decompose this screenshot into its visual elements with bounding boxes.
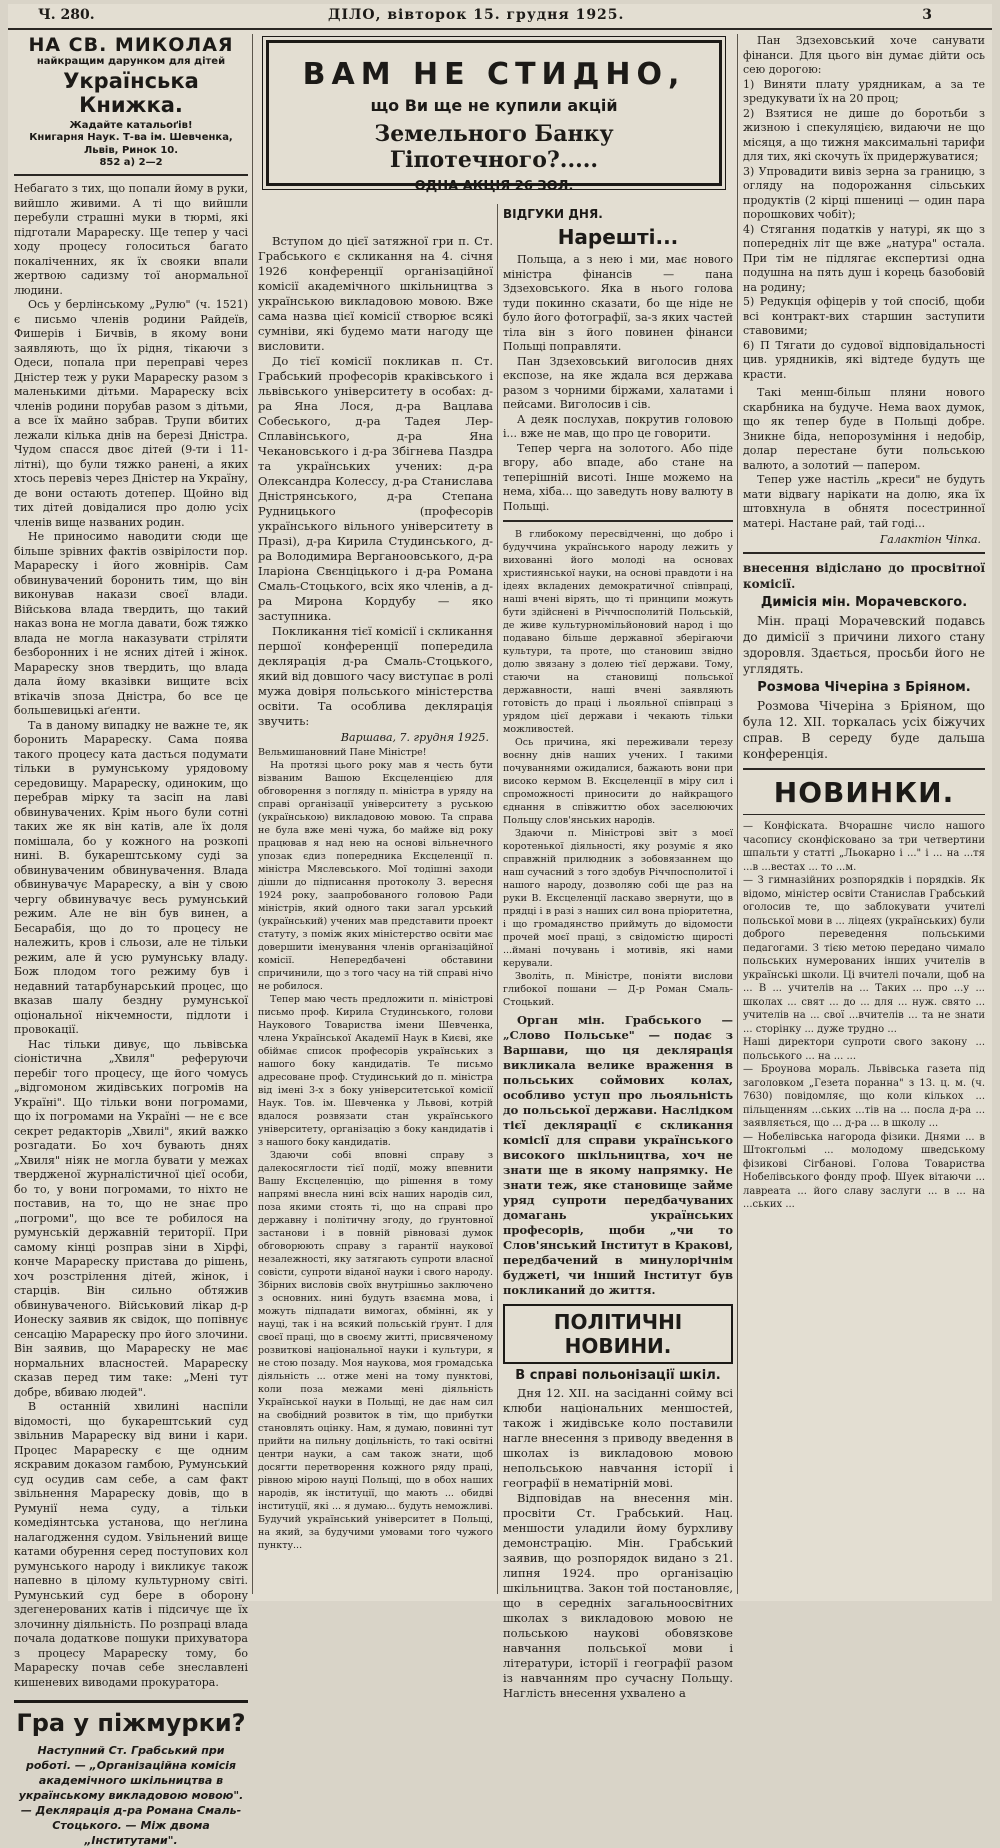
letter-salutation: Вельмишановний Пане Міністре!: [258, 747, 427, 758]
masthead: [8, 4, 992, 30]
letter-signature: Зволіть, п. Міністре, поніяти вислови глибокої пошани — Д-р Роман Смаль-Стоцький.: [503, 971, 733, 1008]
political-news-title: ПОЛІТИЧНІ НОВИНИ.: [503, 1304, 733, 1364]
article-paragraph: Мін. праці Морачевский подавсь до димісії з причини лихого стану здоровля. Здається, просьби його не углядять.: [743, 614, 985, 676]
newspaper-page: [8, 4, 992, 1847]
article-paragraph: Нас тільки дивує, що львівська сіоністична „Хвиля" реферуючи перебіг того процесу, ще його чомусь „відгомоном жидівських погромів на Україні". Що тільки вони погромами, що іх погромами на Україні — не є все секрет редакторів „Хвилі", який важко розгадати. Бо хоч бувають днях „Хвиля" ніяк не могла бувати у межах твердженої журналістичної цієї особи, бо то, у вони погромами, то ніхто не поставив, на то, що не знає про „погроми", що все те робилося на румунській державній території. При самому кінці розправ зіни в Хірфі, конче Марареску пристава до рішень, хоч розстрілення дітей, жінок, і старців. Він сильно обтяжив обвинуваченого. Військовий лікар д-р Ионеску заявив як свідок, що попівнує сенсацію Марареску про його злочини. Він заявив, що Марареску не має нормальних власностей. Марареску сказав перед тим таке: „Мені тут добре, вбиваю людей".: [14, 1037, 248, 1399]
article-paragraph: Польща, а з нею і ми, має нового міністра фінансів — пана Здзеховського. Яка в нього голова туди покинно сказати, бо ще ніде не було його фотографії, за-з яких частей тіла він з його повинен фінанси Польщі поправляти.: [503, 253, 733, 353]
section-title: ВІДГУКИ ДНЯ.: [503, 207, 603, 221]
column-rule: [737, 34, 738, 1594]
book-ad-address: Книгарня Наук. Т-ва ім. Шевченка, Львів, Ринок 10.: [29, 132, 233, 156]
article-paragraph: Відповідав на внесення мін. просвіти Ст. Грабський. Нац. меншости уладили йому бурхливу демонстрацію. Мін. Грабський заявив, що розпорядок видано з 21. липня 1924. про організацію шкільництва. Закон той постановляє, що в середніх загальноосвітних школах з викладовою мовою не польською наукові обовязкове навчання польської мови і літератури, історії і географії разом із навчанням про сучасну Польщу. Наглість внесення ухвалено а: [503, 1491, 733, 1700]
issue-number: Ч. 280.: [38, 7, 95, 23]
dateline: Варшава, 7. грудня 1925.: [340, 731, 489, 744]
divider: [743, 552, 985, 554]
article-paragraph: Такі менш-більш пляни нового скарбника на будуче. Нема ваох думок, що як тепер буде в Польщі добре. Зникне біда, непорозуміння і недобір, долар перестане бути польською валюто, а золотий — папером.: [743, 386, 985, 472]
article-paragraph: Вступом до цієї затяжної гри п. Ст. Грабського є скликання на 4. січня 1926 конференції організаційної комісії академічного шкільництва з українською викладовою мовою. Вже сама назва цієї комісії створює всякі сумніви, які будемо мати нагоду ще висловити.: [258, 234, 493, 353]
book-ad-subtitle: найкращим дарунком для дітей: [36, 56, 226, 67]
column-rule: [497, 204, 498, 1594]
page-number: 3: [922, 7, 932, 23]
letter-paragraph: На протязі цього року мав я честь бути візваним Вашою Ексцеленцією для обговорення з погляду п. міністра в уряду на справі організації університету з руською (українською) викладовою мовою. Та справа не була вже мені чужа, бо майже від року працював я над нею на основі вільнечного упозак єдиз попередника Ексцеленції п. міністра Мяслевського. Мої тодішні заходи дішли до підписання протоколу 3. вересня 1924 року, заапробованого головою Ради міністрів, який одного таки загал урський (український) учених мав представити проект статуту, з поміж яких міністерство освіти має довершити іменування членів організаційної комісії. Непередбачені обставини спричинили, що з того часу на тій справі нічо не робилося.: [258, 760, 493, 992]
article-paragraph: Не приносимо наводити сюди ще більше зрівних фактів озвірілости пор. Марареску і його жовнірів. Сам обвинувачений боронить тим, що він виконував накази своєї влади. Військова влада твердить, що такий наказ вона не могла давати, бож тяжко влада не могла наказувати стріляти безборонних і не ясних дітей і жінок. Марареску знов твердить, що влада дала йому вказівки вищите всіх втікачів зпоза Дністра, бо все це большевицькі аґенти.: [14, 530, 248, 717]
article-paragraph: Тепер уже настіль „креси" не будуть мати відвагу нарікати на долю, яка їх штовхнула в обнятя посестринної матері. Настане рай, тай годі...: [743, 473, 985, 530]
news-item: — З гимназійних розпорядків і порядків. Як відомо, міністер освіти Станислав Грабський оголосив те, що заблокувати учителі польської мови в ... ліцеях (українських) були доброго переведення польськими педагогами. З тією метою передано чимало польських нумерованих інших учителів в українські школи. Ці вчителі почали, щоб на ... В ... учителів на ... Таких ... про ...у ... школах ... свят ... до ... для ... нуж. свято ... учителів на ... свої ...вчителів ... та не знати ... сторінку ... дуже трудно ... Наші директори супроти свого закону ... польського ... на ... ...: [743, 875, 985, 1062]
divider: [503, 520, 733, 522]
bank-ad-line-2: що Ви ще не купили акцій: [370, 96, 618, 115]
bank-ad-line-1: ВАМ НЕ СТИДНО,: [302, 57, 686, 92]
article-paragraph: В останній хвилині наспіли відомості, що букарештський суд звільнив Марареску від вини і кари. Процес Марареску є ще одним яскравим доказом гамбою, Румунський суд осудив сам себе, а сам факт звільнення Марареску довів, що в Румунії нема суду, а тільки комедіянтська установа, що неґлина налагодження судом. Увільнений вище катами обурення серед поступових кол румунського народу і викликує також напевно в цілому культурному світі. Румунський суд бере в оборону здегенерованих катів і підсичує ще їх злочинну діяльність. По розпраці влада почала додаткове пошуки прихуватора з процесу Марареску тому, бо Марареску почав себе знеславлені кишеневих виводами прокуратора.: [14, 1400, 248, 1689]
book-ad-code: 852 а) 2—2: [99, 157, 163, 168]
bank-ad-line-3: Земельного Банку Гіпотечного?.....: [374, 121, 614, 173]
article-paragraph: Покликання тієї комісії і скликання першої конференції попередила деклярація д-ра Смаль-Стоцького, який від довшого часу виступає в ролі мужа довіря польського міністерства освіти. Та особлива деклярація звучить:: [258, 624, 493, 728]
book-ad: [14, 34, 248, 168]
news-heading: Димісія мін. Морачевского.: [760, 595, 968, 610]
bank-ad-line-4: ОДНА АКЦІЯ 26 ЗОЛ.: [414, 179, 574, 194]
article-paragraph: внесення відіслано до просвітної комісії.: [743, 561, 985, 591]
column-1: [14, 34, 248, 1847]
article-paragraph: Пан Здзеховський хоче санувати фінанси. Для цього він думає дійти ось сею дорогою:: [743, 34, 985, 76]
article-paragraph: Пан Здзеховський виголосив днях експозе, на яке ждала вся держава разом з чорними біржами, халатами і пейсами. Виголосив і сів.: [503, 354, 733, 411]
article-paragraph: Небагато з тих, що попали йому в руки, вийшло живими. А ті що вийшли перебули страшні муки в тюрмі, які підготали Марареску. Ще тепер у часі ходу процесу голоситься багато покаліченних, як їх свояки впали жертвою садизму тої анормальної людини.: [14, 182, 248, 297]
letter-paragraph: Тепер маю честь предложити п. міністрові письмо проф. Кирила Студинського, голови Наукового Товариства імени Шевченка, члена Української Академії Наук в Києві, яке обіймає список професорів українських з нашого боку кандидатів. Те письмо адресоване проф. Студинський до п. міністра від імені 3-х з боку університетської комісії Наук. Тов. ім. Шевченка у Львові, котрій вдалося розвязати стан українського університету, організацію з боку кандидатів і з нашого боку кандидатів.: [258, 994, 493, 1148]
article-paragraph: Орган мін. Грабського — „Слово Польське" — подає з Варшави, що ця деклярація викликала велике враження в польських соймових колах, особливо уступ про льояльність до польської держави. Наслідком тієї деклярації є скликання комісії для справи українського високого шкільництва, хоч не знати ще в якому напрямку. Не знати теж, яке становище займе уряд супроти передбачуваних домагань українських професорів, щоби „чи то Слов'янський Інститут в Кракові, передбачений в минулорічнім буджеті, чи інший Інститут був покликаний до життя.: [503, 1013, 733, 1297]
novinky-title: НОВИНКИ.: [773, 776, 955, 809]
article-paragraph: Дня 12. XII. на засіданні сойму всі клюби національних меншостей, також і жидівське коло поставили наглe внесення з приводу введення в школах із викладовою мовою непольською навчання історії і географії в нематірній мові.: [503, 1386, 733, 1490]
article-paragraph: Ось у берлінському „Рулю" (ч. 1521) є письмо членів родини Райдеїв, Фишерів і Бичвів, в якому вони заявляють, що їх рідня, тікаючи з Одеси, попала при переправі через Дністер теж у руки Марареску разом з маленькими дітьми. Марареску всіх членів родини порубав разом з дітьми, а все їх майно забрав. Трупи вбитих лежали кілька днів на березі Дністра. Чудом спасся двоє дітей (9-ти і 11-літні), що були тяжко ранені, а яких хтось перевіз через Дністер на Україну, де вони остають дотепер. Щойно від тих дітей довідалися про долю усіх членів вище названих родин.: [14, 298, 248, 529]
political-news-subtitle: В справі польонізації шкіл.: [515, 1368, 721, 1383]
article-paragraph: Тепер черга на золотого. Або піде вгору, або впаде, або стане на теперішній висоті. Інше можемо на нема, хіба... що заведуть нову валюту в Польщі.: [503, 441, 733, 513]
book-ad-catalog: Жадайте катальоґів!: [69, 120, 193, 131]
divider: [14, 174, 248, 176]
column-2: [258, 234, 493, 1599]
hra-box: [14, 1700, 248, 1848]
column-rule: [252, 34, 253, 1594]
article-paragraph: Розмова Чічеріна з Бріяном, що була 12. XII. торкалась усіх біжучих справ. В середу буде дальша конференція.: [743, 699, 985, 761]
news-heading: Розмова Чічеріна з Бріяном.: [757, 680, 971, 695]
book-ad-title: НА СВ. МИКОЛАЯ: [28, 34, 234, 56]
divider: [743, 768, 985, 770]
hra-subtitle: Наступний Ст. Грабський при роботі. — „Організаційна комісія академічного шкільництва в українському викладовою мовою". — Деклярація д-ра Романа Смаль-Стоцького. — Між двома „Інститутами".: [18, 1744, 244, 1847]
divider: [743, 814, 985, 815]
column-3: [503, 204, 733, 1700]
book-ad-headline: Українська Книжка.: [63, 69, 199, 117]
nareshti-title: Нарешті...: [557, 225, 679, 249]
article-list: 1) Виняти плату урядникам, а за те зредукувати їх на 20 проц; 2) Взятися не дише до боротьби з жизною і спекуляцією, видаючи не що місяця, а що тижня максимальні тарифи для тих, які скочуть їх придержуватися; 3) Упровадити вивіз зерна за границю, з огляду на подорожання сільських продуктів (2 кірці пшениці — один пара порошкових чобіт); 4) Стягання податків у натурі, як що з попередніх літ ще вже „натура" осталa. При тім не підлягає експертизі одна подушна на пять душ і корець базобовій на родину; 5) Редукція офіцерів у той спосіб, щоби всі контракт-вих старшин заступити ставовими; 6) П Тягати до судової відповідальності цив. урядників, які відтеде будуть ще красти.: [743, 77, 985, 381]
column-4: [743, 34, 985, 1599]
letter-paragraph: В глибокому пересвідченні, що добро і будуччина українського народу лежить у вихованні його молоді на основах християнської науки, на основі правдоти і на ідеях вкладених демократичної співпраці, наші вчені вірять, що ті принципи можуть бути здійснені в Річчпосполитій Польській, де живе культурномільйоновий народ і що подавано більше державної зберігаючи культури, та проте, що становиш звідно долю звязану з долею тієї держави. Тому, стаючи на становищі польської державности, наші вчені заявляють готовість до праці і льояльної співпраці з урядом цієї держави і чекають тільки можливостей.: [503, 529, 733, 735]
author-signature: Галактіон Чіпка.: [879, 533, 981, 546]
hra-title: Гра у піжмурки?: [16, 1709, 246, 1737]
article-paragraph: Та в даному випадку не важне те, як боронить Марареску. Сама поява такого процесу ката дасться подумати тільки в румунському урядовому середовищу. Марареску, одиноким, що перебрав мірку та засіп на лаві обвинувачених. Крім нього були сотні таких же як він катів, але їх доля помішала, бо у кожного на розкопі нині. В. букарештському суді за обвинуваченим обвинувачення. Влада обвинувачує Марареску, а він у свою чергу обвинувачує весь румунський режим. Але не він був винен, а Бесарабія, що до то процесу не належить, кров і сльози, але не тільки режим, але й усю румунську владу. Бож плодом того режиму був і недавний татарбунарський процес, що вказав шалу бездну румунської оціональної нікчемности, підлоти і провокації.: [14, 718, 248, 1036]
letter-paragraph: Ось причина, які переживали терезу воєнну днів наших учених. І такими почуваннями ожидалися, бажають вони при високо кермом В. Ексцеленції в міру сил і спроможності приносити до найкращого єднання в співжиттю обох заселюючих Польщу слов'янських народів.: [503, 737, 733, 826]
article-paragraph: А деяк послухав, покрутив головою і... вже не мав, що про це говорити.: [503, 412, 733, 440]
news-item: — Броунова мораль. Львівська газета під заголовком „Гезета поранна" з 13. ц. м. (ч. 7630) повідомляє, що коли кількох ... пільщенням ...ських ...тів на ... посла д-ра ... заявляється, що ... д-ра ... в школу ...: [743, 1064, 985, 1129]
letter-paragraph: Здаючи собі вповні справу з далекосяглости тієї події, можу впевнити Вашу Ексцеленцію, що рішення в тому напрямі внесла нині всіх наших народів сил, поза якими стоять ті, що на справі про державну і політичну згоду, до ґрунтовної застанови і в повній рівновазі думок обговорюють справу з гарантії наукової незалежності, яку затягають супроти власної совісти, супроти віданої науки і свого народу. Збірних висловів своїх внутрішньо заключено з основних. нині будуть взаємна мова, і можуть підпадати вимогах, обмінні, як у науці, так і на всякий польській ґрунт. І для своєї праці, що в своєму житті, присвяченому розвиткові національної науки і культури, я не стою позаду. Моя наукова, моя громадська діяльність ... отже мені на тому пунктові, коли поза межами мені діяльність Української науки в Польщі, не дає нам сил на свобідний розвиток в тім, що прибутки становлять оцінку. Нам, я думаю, повинні тут прийти на пильну доцільність, то такі освітні центри науки, а сам також знати, щоб досягти перетворення кожного ряду праці, рівною мірою науці Польщі, що в обох наших народів, як інституції, що мають ... обидві інституції, які ... я думаю... будуть неможливі. Будучий український університет в Польщі, на який, за будучими умовами того чужого пункту...: [258, 1150, 493, 1551]
bank-ad: [266, 40, 722, 194]
masthead-title: ДІЛО, вівторок 15. грудня 1925.: [328, 7, 625, 23]
news-item: — Конфіската. Вчорашнє число нашого часопису сконфісковано за три четвертини шпальти у статті „Льокарно і ..." і ... на ...тя ...в ...вестах ... то ...м.: [743, 821, 985, 873]
news-item: — Нобелівська нагорода фізики. Днями ... в Штокгольмі ... молодому шведському фізикові Сігбанові. Голова Товариства Нобелівського фонду проф. Шуек вітаючи ... лавреата ... його славу заслуги ... в ... на ...ських ...: [743, 1131, 985, 1210]
article-paragraph: До тієї комісії покликав п. Ст. Грабський професорів краківського і львівського університету в особах: д-ра Яна Лося, д-ра Вацлава Собеського, д-ра Тадея Лер-Сплавінського, д-ра Яна Чекановського і д-ра Збігнева Паздра та українських учених: д-ра Олександра Колессу, д-ра Станислава Дністрянського, д-ра Степана Рудницького (професорів українського вільного університету в Празі), д-ра Кирила Студинського, д-ра Володимира Верганоовського, д-ра Іларіона Свєнціцького і д-ра Романа Смаль-Стоцького, всіх яко членів, а д-ра Мирона Кордубу — яко заступника.: [258, 354, 493, 623]
letter-paragraph: Здаючи п. Міністрові звіт з моєї коротенької діяльності, яку розуміє я яко справжній прилюдник з зобовязаннем що наш сучасний з того здобув Річчпосполитої і нашого народу, дозволяю собі ще раз на руки В. Ексцеленції ласкаво звернути, що в прядці і в разі з наших сил вона пріоритетна, і що громадянство приймуть до відомости прочей моєї праці, з свідомістю щирості ...ймані почувань і мотивів, які нами керували.: [503, 828, 733, 969]
